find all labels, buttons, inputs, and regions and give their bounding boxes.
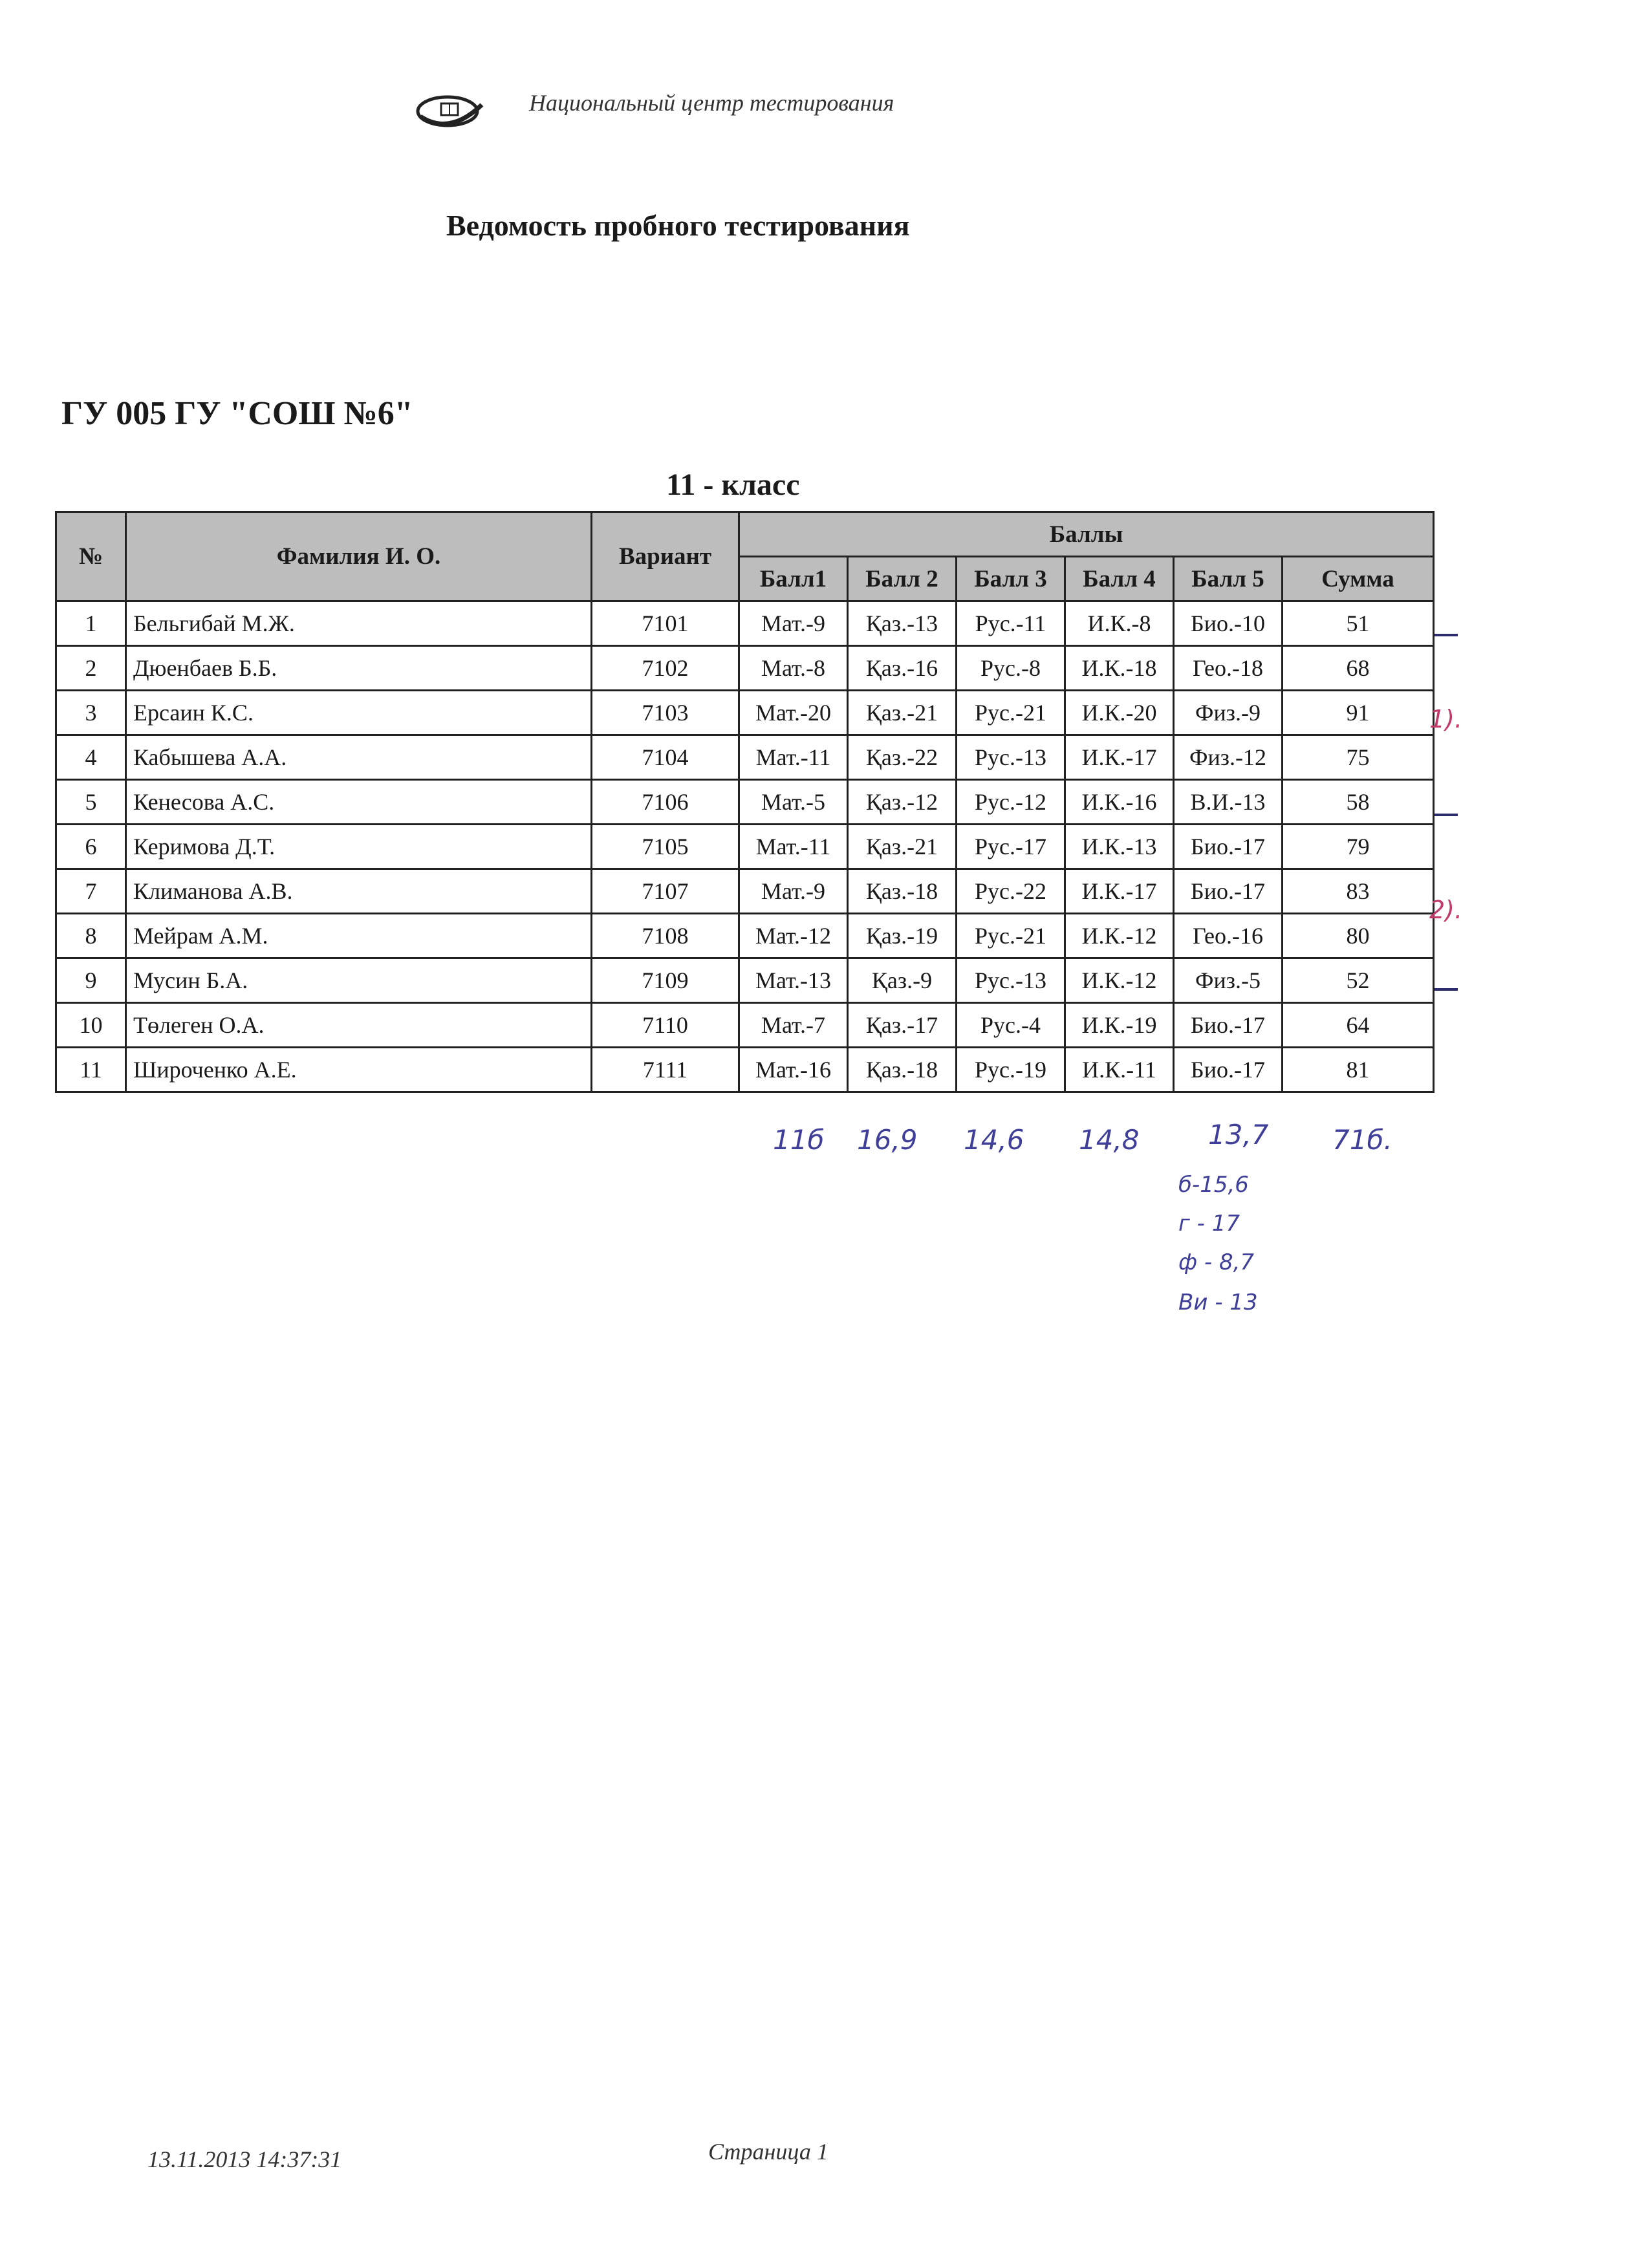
cell-b2: Қаз.-12 [848,780,957,825]
cell-name: Төлеген О.А. [126,1003,592,1048]
cell-name: Керимова Д.Т. [126,825,592,869]
cell-b1: Мат.-9 [739,601,848,646]
cell-name: Ерсаин К.С. [126,691,592,735]
table-row [56,825,1434,869]
cell-num: 11 [56,1048,126,1092]
cell-b1: Мат.-9 [739,869,848,914]
cell-name: Дюенбаев Б.Б. [126,646,592,691]
subject-avg-2: г - 17 [1178,1211,1240,1237]
header-b2: Балл 2 [848,557,957,601]
cell-b4: И.К.-8 [1065,601,1174,646]
cell-b2: Қаз.-16 [848,646,957,691]
cell-variant: 7104 [592,735,739,780]
header-scores-group: Баллы [739,512,1434,557]
table-row [56,914,1434,958]
cell-b3: Рус.-4 [957,1003,1065,1048]
subject-avg-1: б-15,6 [1178,1172,1249,1198]
scores-table [55,511,1435,1093]
cell-b3: Рус.-11 [957,601,1065,646]
cell-b1: Мат.-11 [739,735,848,780]
cell-b2: Қаз.-9 [848,958,957,1003]
org-name: Национальный центр тестирования [529,90,894,116]
cell-b3: Рус.-21 [957,691,1065,735]
table-row [56,869,1434,914]
header-variant: Вариант [592,512,739,601]
cell-variant: 7103 [592,691,739,735]
header-b5: Балл 5 [1174,557,1283,601]
cell-b1: Мат.-11 [739,825,848,869]
cell-name: Климанова А.В. [126,869,592,914]
cell-sum: 91 [1283,691,1434,735]
header-b4: Балл 4 [1065,557,1174,601]
cell-sum: 51 [1283,601,1434,646]
cell-sum: 79 [1283,825,1434,869]
table-row [56,646,1434,691]
cell-b5: Физ.-5 [1174,958,1283,1003]
avg-b5: 13,7 [1208,1119,1269,1150]
header-num: № [56,512,126,601]
cell-b1: Мат.-12 [739,914,848,958]
avg-b3: 14,6 [964,1124,1024,1156]
cell-b2: Қаз.-13 [848,601,957,646]
subject-avg-4: Ви - 13 [1178,1290,1258,1315]
footer-timestamp: 13.11.2013 14:37:31 [147,2146,342,2172]
grade-label: 11 - класс [666,468,800,502]
cell-b4: И.К.-17 [1065,869,1174,914]
cell-b5: Био.-17 [1174,825,1283,869]
cell-variant: 7102 [592,646,739,691]
cell-b4: И.К.-16 [1065,780,1174,825]
cell-b4: И.К.-13 [1065,825,1174,869]
cell-b1: Мат.-13 [739,958,848,1003]
cell-b3: Рус.-13 [957,735,1065,780]
cell-variant: 7109 [592,958,739,1003]
table-row [56,958,1434,1003]
cell-name: Кенесова А.С. [126,780,592,825]
cell-b4: И.К.-11 [1065,1048,1174,1092]
avg-b2: 16,9 [857,1124,918,1156]
margin-mark-1: 1). [1429,705,1463,733]
cell-b4: И.К.-18 [1065,646,1174,691]
cell-num: 2 [56,646,126,691]
margin-mark-2: 2). [1429,896,1463,924]
table-row [56,601,1434,646]
avg-b1: 11б [773,1124,825,1156]
cell-num: 5 [56,780,126,825]
cell-sum: 52 [1283,958,1434,1003]
cell-b2: Қаз.-21 [848,825,957,869]
cell-b4: И.К.-12 [1065,914,1174,958]
cell-b2: Қаз.-22 [848,735,957,780]
ntc-logo-icon [414,91,492,131]
cell-b1: Мат.-8 [739,646,848,691]
cell-sum: 83 [1283,869,1434,914]
cell-name: Кабышева А.А. [126,735,592,780]
cell-b5: Био.-10 [1174,601,1283,646]
cell-sum: 58 [1283,780,1434,825]
cell-num: 8 [56,914,126,958]
cell-b3: Рус.-19 [957,1048,1065,1092]
header-b3: Балл 3 [957,557,1065,601]
cell-variant: 7111 [592,1048,739,1092]
header-sum: Сумма [1283,557,1434,601]
cell-num: 4 [56,735,126,780]
cell-b5: Био.-17 [1174,1003,1283,1048]
cell-b4: И.К.-17 [1065,735,1174,780]
cell-b4: И.К.-20 [1065,691,1174,735]
avg-sum: 71б. [1332,1124,1392,1156]
footer-page-number: Страница 1 [708,2139,828,2165]
cell-b5: Гео.-16 [1174,914,1283,958]
cell-num: 10 [56,1003,126,1048]
cell-b3: Рус.-17 [957,825,1065,869]
margin-dash [1435,634,1458,636]
cell-b3: Рус.-21 [957,914,1065,958]
cell-b3: Рус.-22 [957,869,1065,914]
cell-b5: Физ.-9 [1174,691,1283,735]
header-b1: Балл1 [739,557,848,601]
cell-name: Бельгибай М.Ж. [126,601,592,646]
cell-num: 1 [56,601,126,646]
cell-b4: И.К.-19 [1065,1003,1174,1048]
cell-sum: 68 [1283,646,1434,691]
table-row [56,1003,1434,1048]
cell-sum: 64 [1283,1003,1434,1048]
cell-b5: В.И.-13 [1174,780,1283,825]
cell-num: 9 [56,958,126,1003]
cell-b2: Қаз.-18 [848,869,957,914]
cell-num: 3 [56,691,126,735]
cell-b2: Қаз.-19 [848,914,957,958]
cell-variant: 7108 [592,914,739,958]
cell-b4: И.К.-12 [1065,958,1174,1003]
avg-b4: 14,8 [1079,1124,1140,1156]
cell-b1: Мат.-5 [739,780,848,825]
margin-dash [1435,814,1458,816]
cell-num: 6 [56,825,126,869]
page-title: Ведомость пробного тестирования [446,209,910,242]
cell-variant: 7105 [592,825,739,869]
school-name: ГУ 005 ГУ "СОШ №6" [61,395,413,432]
cell-b1: Мат.-20 [739,691,848,735]
cell-b3: Рус.-8 [957,646,1065,691]
cell-variant: 7110 [592,1003,739,1048]
table-row [56,780,1434,825]
cell-b3: Рус.-13 [957,958,1065,1003]
table-row [56,691,1434,735]
cell-variant: 7106 [592,780,739,825]
cell-b5: Био.-17 [1174,869,1283,914]
cell-variant: 7107 [592,869,739,914]
table-row [56,1048,1434,1092]
cell-name: Мусин Б.А. [126,958,592,1003]
header-name: Фамилия И. О. [126,512,592,601]
cell-b1: Мат.-7 [739,1003,848,1048]
cell-b5: Гео.-18 [1174,646,1283,691]
cell-b2: Қаз.-21 [848,691,957,735]
cell-name: Мейрам А.М. [126,914,592,958]
table-row [56,735,1434,780]
cell-sum: 75 [1283,735,1434,780]
cell-sum: 81 [1283,1048,1434,1092]
cell-variant: 7101 [592,601,739,646]
cell-b2: Қаз.-17 [848,1003,957,1048]
subject-avg-3: ф - 8,7 [1178,1249,1255,1275]
cell-b1: Мат.-16 [739,1048,848,1092]
cell-b2: Қаз.-18 [848,1048,957,1092]
cell-b3: Рус.-12 [957,780,1065,825]
cell-sum: 80 [1283,914,1434,958]
margin-dash [1435,988,1458,991]
cell-name: Широченко А.Е. [126,1048,592,1092]
cell-num: 7 [56,869,126,914]
cell-b5: Физ.-12 [1174,735,1283,780]
cell-b5: Био.-17 [1174,1048,1283,1092]
